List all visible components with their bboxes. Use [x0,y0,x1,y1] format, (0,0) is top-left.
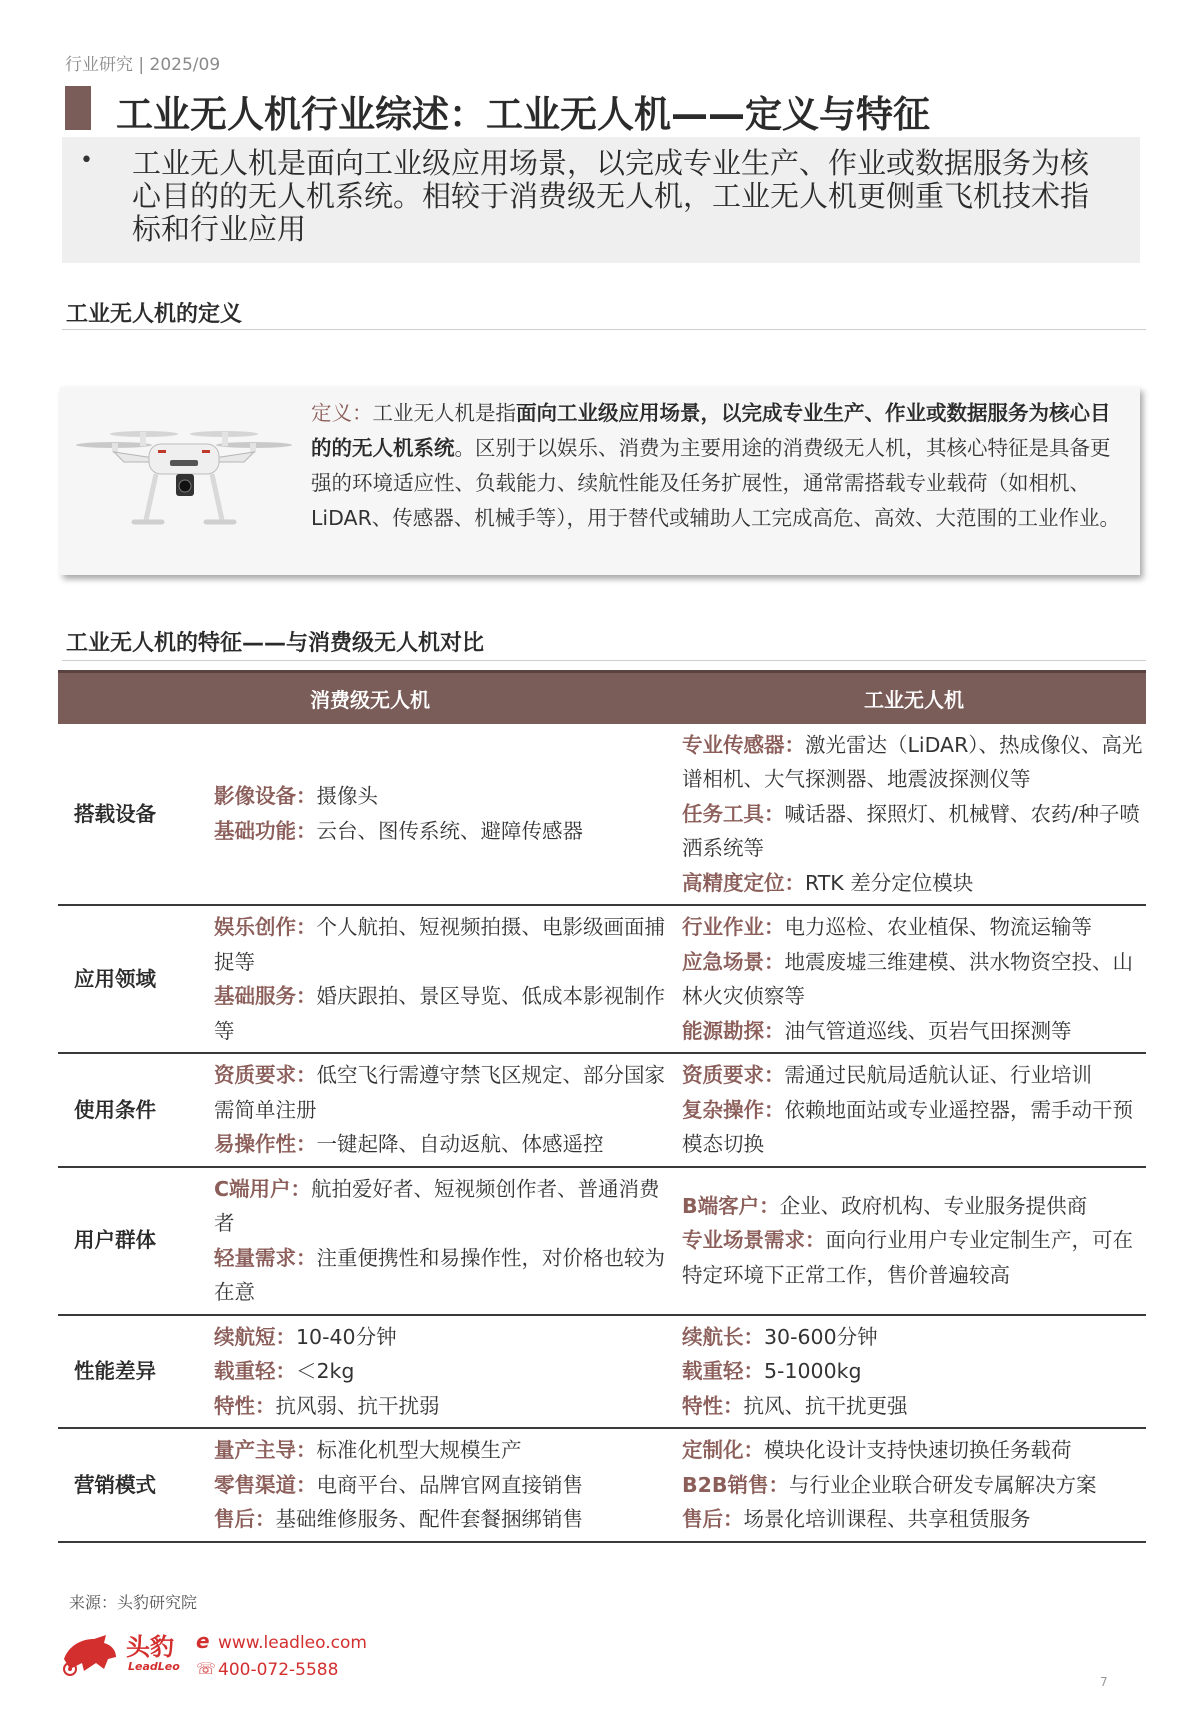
cell-label: 特性： [214,1393,276,1418]
cell-label: 续航长： [682,1324,764,1349]
cell-label: 售后： [682,1507,744,1531]
cell-label: 专业场景需求： [682,1228,826,1253]
cell-line [214,1058,672,1127]
table-row [58,1167,1146,1315]
row-category: 用户群体 [58,1167,214,1315]
cell-label: 应急场景： [682,949,785,974]
cell-label: 基础功能： [214,818,317,843]
table-row [58,1428,1146,1542]
cell-label: 资质要求： [214,1063,317,1087]
cell-line [214,1502,672,1537]
table-row [58,1053,1146,1167]
comparison-section-title: 工业无人机的特征——与消费级无人机对比 [66,631,485,656]
cell-text: 面向行业用户专业定制生产，可在特定环境下正常工作，售价普遍较高 [682,1228,1133,1287]
cell-label: 轻量需求： [214,1245,317,1270]
cell-label: 任务工具： [682,801,785,826]
cell-label: 量产主导： [214,1438,317,1462]
cell-label: 行业作业： [682,915,785,939]
cell-text: 低空飞行需遵守禁飞区规定、部分国家需简单注册 [214,1063,665,1122]
cell-label: 影像设备： [214,784,317,809]
cell-text: 与行业企业联合研发专属解决方案 [789,1472,1097,1497]
drone-image [74,420,294,540]
cell-line [682,910,1146,945]
row-category: 性能差异 [58,1315,214,1429]
cell-text: RTK 差分定位模块 [805,870,974,895]
consumer-cell [214,905,682,1053]
page-number: 7 [1100,1675,1108,1689]
cell-line [682,1223,1146,1292]
table-header-row [58,672,1146,724]
industrial-cell [682,1428,1146,1542]
cell-line [682,1189,1146,1224]
definition-section-title: 工业无人机的定义 [66,302,243,327]
cell-line [682,1014,1146,1049]
cell-line [214,1241,672,1310]
cell-text: 摄像头 [316,784,378,809]
cell-text: 企业、政府机构、专业服务提供商 [779,1193,1088,1218]
cell-text: 场景化培训课程、共享租赁服务 [743,1507,1031,1531]
cell-text: 一键起降、自动返航、体感遥控 [316,1132,604,1156]
cell-label: 定制化： [682,1438,764,1462]
cell-line [682,1433,1146,1468]
cell-label: 载重轻： [682,1359,764,1383]
cell-text: 标准化机型大规模生产 [316,1438,522,1462]
cell-line [214,979,672,1048]
cell-text: 需通过民航局适航认证、行业培训 [784,1063,1092,1087]
consumer-cell [214,1053,682,1167]
cell-line [214,779,672,814]
cell-line [682,1389,1146,1424]
definition-text [311,396,1126,536]
cell-label: 售后： [214,1507,276,1531]
cell-text: 10-40分钟 [296,1324,397,1349]
cell-line [214,1127,672,1162]
title-accent-bar [65,86,91,130]
cell-line [682,1354,1146,1389]
cell-label: 高精度定位： [682,870,805,895]
cell-line [214,1320,672,1355]
row-category: 使用条件 [58,1053,214,1167]
cell-label: B2B销售： [682,1472,790,1497]
industrial-cell [682,1053,1146,1167]
table-row [58,1315,1146,1429]
industrial-cell [682,1315,1146,1429]
cell-text: 模块化设计支持快速切换任务载荷 [764,1438,1072,1462]
cell-label: 专业传感器： [682,732,805,757]
definition-text-part1: 工业无人机是指 [372,401,516,425]
cell-line [682,866,1146,901]
definition-text-part2: 。区别于以娱乐、消费为主要用途的消费级无人机，其核心特征是具备更强的环境适应性、负载能力、续航性能及任务扩展性，通常需搭载专业载荷（如相机、LiDAR、传感器、机械手等），用于替代或辅助人工完成高危、高效、大范围的工业作业。 [311,436,1121,530]
cell-line [682,1502,1146,1537]
cell-label: 基础服务： [214,984,317,1008]
cell-label: 特性： [682,1393,744,1418]
report-meta: 行业研究 | 2025/09 [65,55,221,75]
definition-keyword: 定义： [311,401,373,425]
definition-text-bold: 面向工业级应用场景，以完成专业生产、作业或数据服务为核心目的的无人机系统 [311,401,1111,460]
website-link[interactable]: www.leadleo.com [218,1633,367,1653]
header-industrial: 工业无人机 [682,672,1146,724]
summary-text: 工业无人机是面向工业级应用场景，以完成专业生产、作业或数据服务为核心目的的无人机系统。相较于消费级无人机，工业无人机更侧重飞机技术指标和行业应用 [132,146,1090,246]
section-divider [62,660,1146,661]
comparison-table [58,670,1146,1543]
cell-label: B端客户： [682,1193,780,1218]
leopard-logo-icon [60,1629,120,1677]
cell-text: 婚庆跟拍、景区导览、低成本影视制作等 [214,984,665,1043]
logo-english-name: LeadLeo [128,1660,180,1673]
row-category: 应用领域 [58,905,214,1053]
cell-line [682,797,1146,866]
cell-label: 娱乐创作： [214,915,317,939]
cell-text: 地震废墟三维建模、洪水物资空投、山林火灾侦察等 [682,949,1133,1008]
cell-label: C端用户： [214,1176,312,1201]
cell-text: 喊话器、探照灯、机械臂、农药/种子喷洒系统等 [682,801,1140,860]
industrial-cell [682,905,1146,1053]
cell-text: 基础维修服务、配件套餐捆绑销售 [275,1507,583,1531]
row-category: 搭载设备 [58,724,214,906]
cell-line [682,1320,1146,1355]
consumer-cell [214,724,682,906]
section-divider [62,329,1146,330]
header-consumer: 消费级无人机 [58,672,682,724]
source-note: 来源：头豹研究院 [69,1593,198,1612]
cell-text: 抗风弱、抗干扰弱 [275,1393,440,1418]
cell-text: 电力巡检、农业植保、物流运输等 [784,915,1092,939]
cell-label: 能源勘探： [682,1018,785,1043]
cell-line [214,814,672,849]
cell-text: ＜2kg [296,1359,355,1383]
cell-line [682,1468,1146,1503]
cell-label: 载重轻： [214,1359,296,1383]
cell-line [214,1468,672,1503]
phone-icon: ☏ [196,1659,217,1678]
cell-line [214,1389,672,1424]
cell-text: 云台、图传系统、避障传感器 [316,818,583,843]
cell-text: 激光雷达（LiDAR）、热成像仪、高光谱相机、大气探测器、地震波探测仪等 [682,732,1143,791]
consumer-cell [214,1315,682,1429]
consumer-cell [214,1167,682,1315]
cell-text: 电商平台、品牌官网直接销售 [316,1472,583,1497]
cell-line [682,1093,1146,1162]
web-icon: e [196,1629,210,1653]
cell-text: 注重便携性和易操作性，对价格也较为在意 [214,1245,665,1304]
cell-label: 复杂操作： [682,1097,785,1122]
cell-text: 抗风、抗干扰更强 [743,1393,908,1418]
cell-line [214,1354,672,1389]
table-row [58,724,1146,906]
cell-text: 航拍爱好者、短视频创作者、普通消费者 [214,1176,660,1235]
cell-line [682,728,1146,797]
phone-number: 400-072-5588 [218,1660,339,1680]
row-category: 营销模式 [58,1428,214,1542]
leadleo-logo [60,1625,380,1685]
page-title: 工业无人机行业综述：工业无人机——定义与特征 [116,93,930,136]
cell-line [214,1172,672,1241]
summary-bullet: • [80,148,93,173]
cell-text: 30-600分钟 [764,1324,878,1349]
cell-line [214,1433,672,1468]
cell-label: 零售渠道： [214,1472,317,1497]
cell-text: 依赖地面站或专业遥控器，需手动干预模态切换 [682,1097,1133,1156]
cell-line [682,1058,1146,1093]
cell-label: 易操作性： [214,1132,317,1156]
cell-text: 油气管道巡线、页岩气田探测等 [784,1018,1072,1043]
table-row [58,905,1146,1053]
cell-text: 5-1000kg [764,1359,862,1383]
cell-label: 续航短： [214,1324,296,1349]
cell-text: 个人航拍、短视频拍摄、电影级画面捕捉等 [214,915,665,974]
cell-line [682,945,1146,1014]
consumer-cell [214,1428,682,1542]
industrial-cell [682,1167,1146,1315]
cell-label: 资质要求： [682,1063,785,1087]
logo-chinese-name: 头豹 [126,1633,174,1661]
industrial-cell [682,724,1146,906]
cell-line [214,910,672,979]
